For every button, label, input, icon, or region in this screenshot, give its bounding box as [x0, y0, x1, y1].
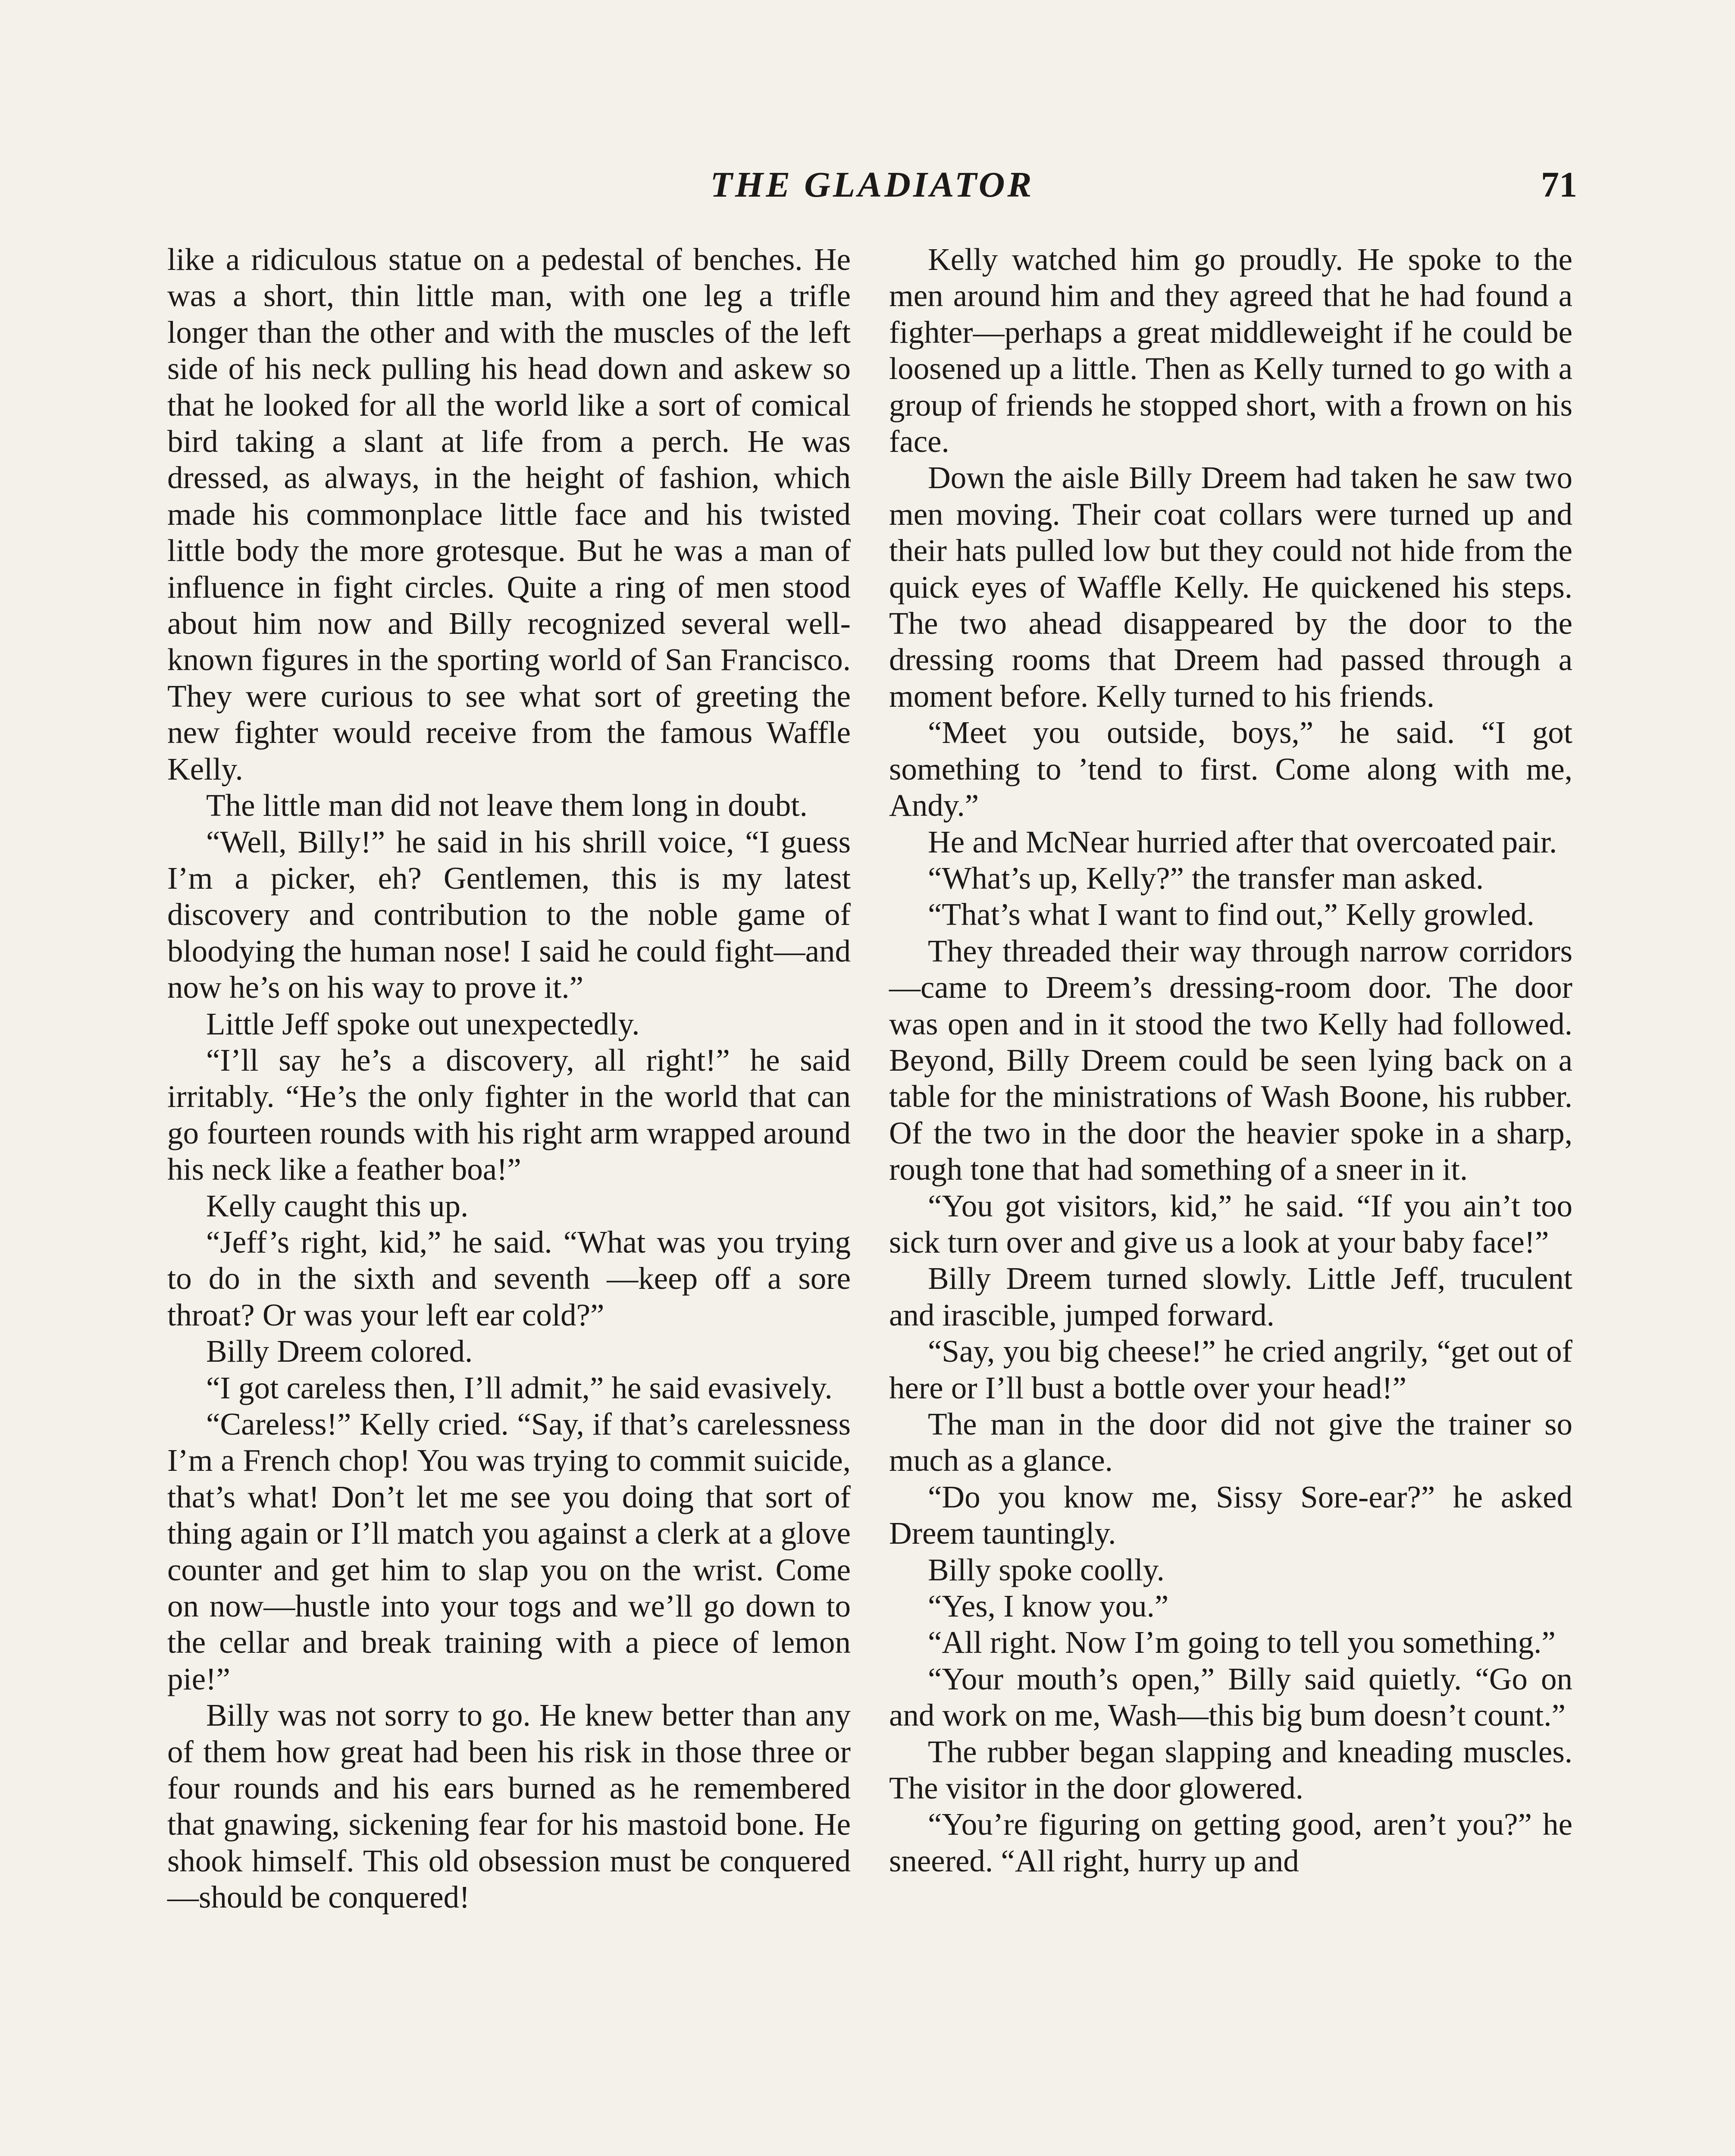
- paragraph: like a ridiculous statue on a pedestal of benches. He was a short, thin little man, with one leg a trifle longer than the other and with the muscles of the left side of his neck pulling his head down and askew so that he looked for all the world like a sort of comical bird taking a slant at life from a perch. He was dressed, as always, in the height of fashion, which made his commonplace little face and his twisted little body the more grotesque. But he was a man of influence in fight circles. Quite a ring of men stood about him now and Billy recognized several well-known figures in the sporting world of San Francisco. They were curious to see what sort of greeting the new fighter would receive from the famous Waffle Kelly.: [167, 242, 851, 787]
- paragraph: “Jeff’s right, kid,” he said. “What was you trying to do in the sixth and seventh —keep off a sore throat? Or was your left ear cold?”: [167, 1224, 851, 1332]
- paragraph: Billy Dreem turned slowly. Little Jeff, truculent and irascible, jumped forward.: [889, 1261, 1572, 1332]
- left-column: [167, 241, 851, 1916]
- right-column: [889, 241, 1572, 1879]
- paragraph: Little Jeff spoke out unexpectedly.: [206, 1006, 640, 1041]
- paragraph: Kelly caught this up.: [206, 1188, 469, 1223]
- paragraph: Billy spoke coolly.: [928, 1552, 1165, 1587]
- paragraph: “Do you know me, Sissy Sore-ear?” he asked Dreem tauntingly.: [889, 1479, 1572, 1551]
- paragraph: “You got visitors, kid,” he said. “If you ain’t too sick turn over and give us a look at your baby face!”: [889, 1188, 1572, 1260]
- page-header: [167, 164, 1577, 216]
- page-number: 71: [1541, 165, 1577, 205]
- paragraph: “I’ll say he’s a discovery, all right!” he said irritably. “He’s the only fighter in the world that can go fourteen rounds with his right arm wrapped around his neck like a feather boa!”: [167, 1042, 851, 1187]
- paragraph: “I got careless then, I’ll admit,” he said evasively.: [206, 1370, 833, 1405]
- paragraph: The man in the door did not give the trainer so much as a glance.: [889, 1407, 1572, 1478]
- paragraph: They threaded their way through narrow corridors—came to Dreem’s dressing-room door. The door was open and in it stood the two Kelly had followed. Beyond, Billy Dreem could be seen lying back on a table for the ministrations of Wash Boone, his rubber. Of the two in the door the heavier spoke in a sharp, rough tone that had something of a sneer in it.: [889, 933, 1572, 1187]
- paragraph: Down the aisle Billy Dreem had taken he saw two men moving. Their coat collars were turned up and their hats pulled low but they could not hide from the quick eyes of Waffle Kelly. He quickened his steps. The two ahead disappeared by the door to the dressing rooms that Dreem had passed through a moment before. Kelly turned to his friends.: [889, 460, 1572, 714]
- paragraph: Kelly watched him go proudly. He spoke to the men around him and they agreed that he had found a fighter—perhaps a great middleweight if he could be loosened up a little. Then as Kelly turned to go with a group of friends he stopped short, with a frown on his face.: [889, 242, 1572, 459]
- running-title: THE GLADIATOR: [710, 165, 1034, 205]
- paragraph: “Well, Billy!” he said in his shrill voice, “I guess I’m a picker, eh? Gentlemen, this is my latest discovery and contribution to the noble game of bloodying the human nose! I said he could fight—and now he’s on his way to prove it.”: [167, 824, 851, 1005]
- paragraph: “Meet you outside, boys,” he said. “I got something to ’tend to first. Come along with me, Andy.”: [889, 715, 1572, 823]
- paragraph: “Your mouth’s open,” Billy said quietly. “Go on and work on me, Wash—this big bum doesn’t count.”: [889, 1661, 1572, 1733]
- paragraph: “What’s up, Kelly?” the transfer man asked.: [928, 860, 1484, 896]
- paragraph: “All right. Now I’m going to tell you something.”: [928, 1625, 1556, 1660]
- paragraph: “You’re figuring on getting good, aren’t you?” he sneered. “All right, hurry up and: [889, 1807, 1572, 1878]
- paragraph: The little man did not leave them long in doubt.: [206, 788, 808, 823]
- paragraph: The rubber began slapping and kneading muscles. The visitor in the door glowered.: [889, 1734, 1572, 1806]
- paragraph: Billy Dreem colored.: [206, 1334, 473, 1369]
- paragraph: “That’s what I want to find out,” Kelly growled.: [928, 897, 1535, 932]
- paragraph: He and McNear hurried after that overcoated pair.: [928, 824, 1557, 859]
- paragraph: “Say, you big cheese!” he cried angrily, “get out of here or I’ll bust a bottle over your head!”: [889, 1334, 1572, 1405]
- paragraph: “Yes, I know you.”: [928, 1589, 1169, 1624]
- paragraph: “Careless!” Kelly cried. “Say, if that’s carelessness I’m a French chop! You was trying to commit suicide, that’s what! Don’t let me see you doing that sort of thing again or I’ll match you against a clerk at a glove counter and get him to slap you on the wrist. Come on now—hustle into your togs and we’ll go down to the cellar and break training with a piece of lemon pie!”: [167, 1407, 851, 1696]
- paragraph: Billy was not sorry to go. He knew better than any of them how great had been his risk in those three or four rounds and his ears burned as he remembered that gnawing, sickening fear for his mastoid bone. He shook himself. This old obsession must be conquered—should be conquered!: [167, 1698, 851, 1915]
